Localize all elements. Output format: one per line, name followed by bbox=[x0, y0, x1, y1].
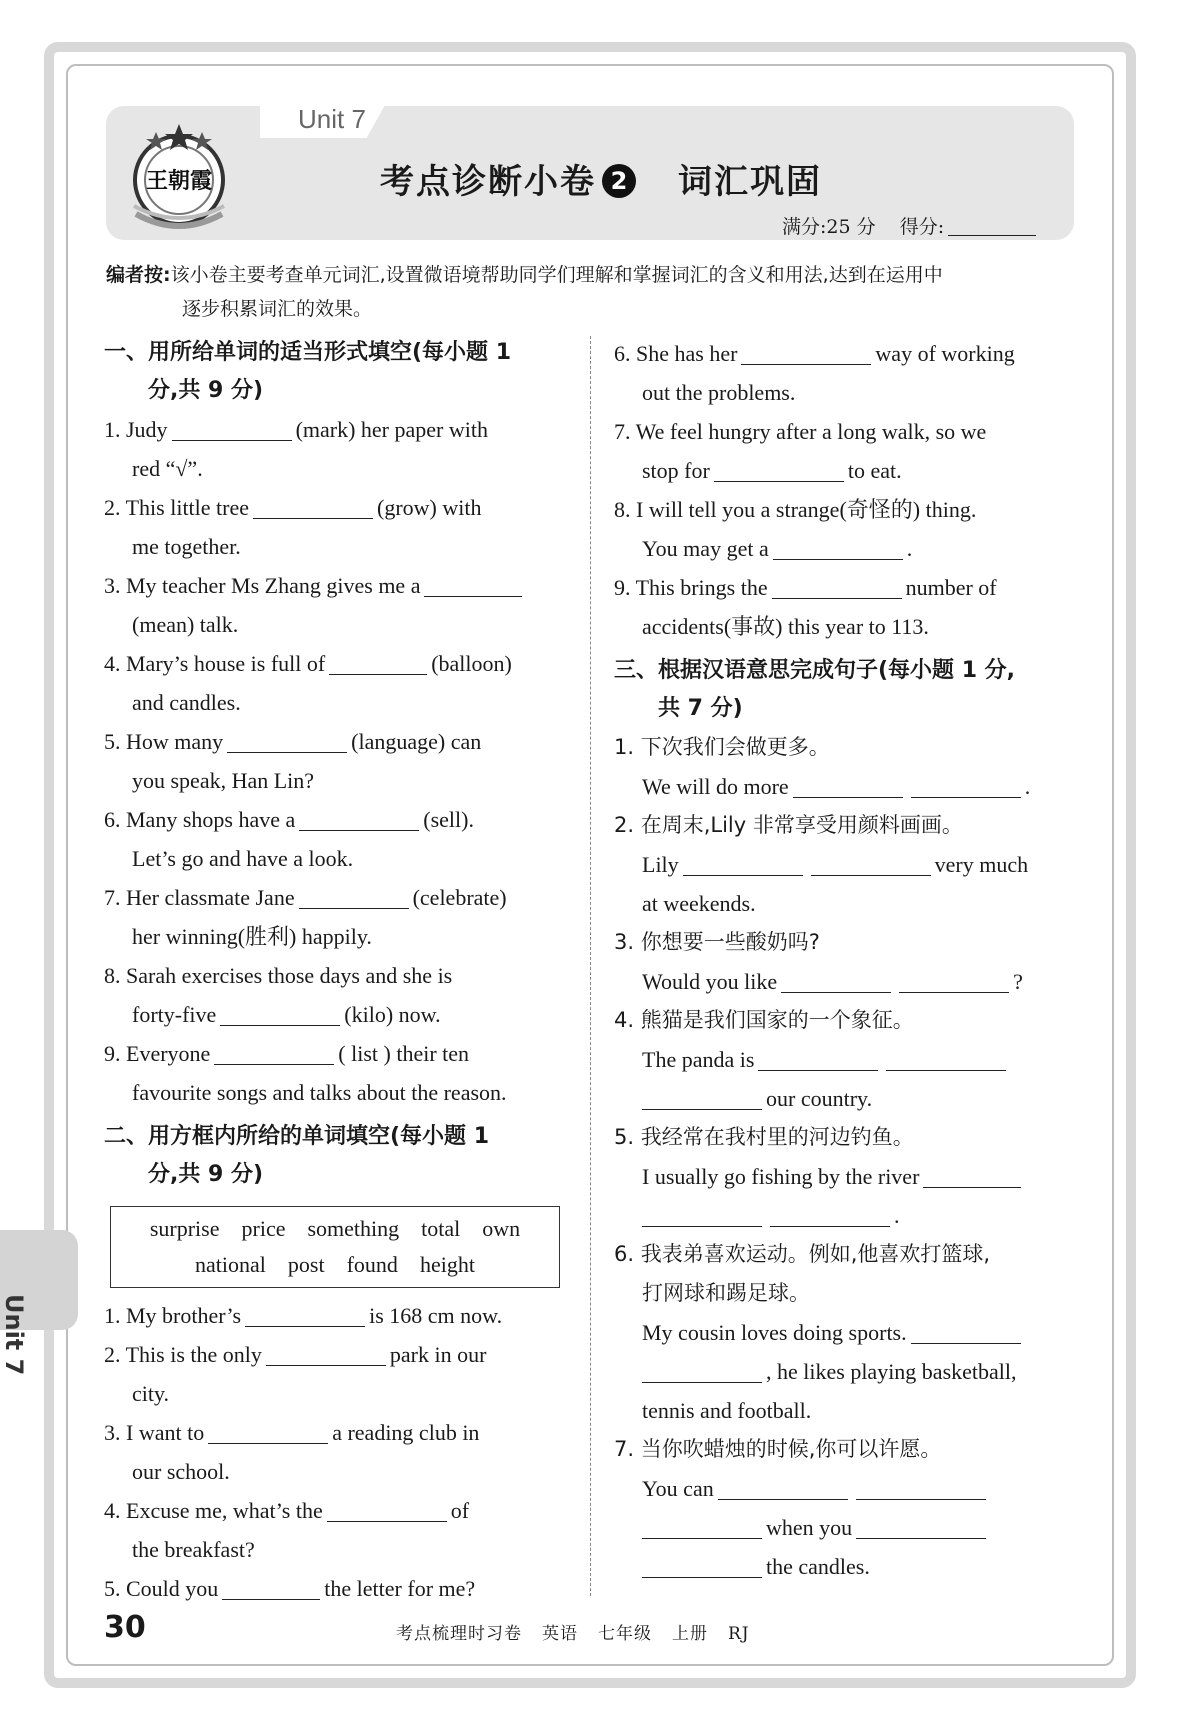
s3-q2-chinese: 2. 在周末,Lily 非常享受用颜料画画。 bbox=[614, 813, 963, 837]
s1-q5-text: 5. How many bbox=[104, 729, 224, 754]
s3-q3-text2: ? bbox=[1013, 969, 1023, 994]
s1-q8-text: 8. Sarah exercises those days and she is bbox=[104, 963, 453, 988]
score-got-label: 得分: bbox=[899, 216, 945, 238]
title-number-badge: 2 bbox=[602, 164, 636, 198]
s2-question-8 bbox=[614, 490, 1076, 568]
s3-q5-chinese: 5. 我经常在我村里的河边钓鱼。 bbox=[614, 1125, 914, 1149]
section1-title-line2: 分,共 9 分) bbox=[148, 378, 264, 403]
s2-q3-text: 3. I want to bbox=[104, 1420, 205, 1445]
score-blank[interactable] bbox=[948, 217, 1036, 236]
s1-q5-blank[interactable] bbox=[227, 732, 347, 753]
word-bank-item: total bbox=[421, 1216, 461, 1241]
s2-q6-text: 6. She has her bbox=[614, 341, 738, 366]
s1-q2-text2: (grow) with bbox=[377, 495, 482, 520]
note-line1: 该小卷主要考查单元词汇,设置微语境帮助同学们理解和掌握词汇的含义和用法,达到在运用中 bbox=[170, 264, 943, 286]
s2-q1-blank[interactable] bbox=[245, 1306, 365, 1327]
s2-q6-text2: way of working bbox=[875, 341, 1015, 366]
s3-question-6 bbox=[614, 1235, 1076, 1430]
title-sub: 词汇巩固 bbox=[678, 162, 822, 202]
s3-q7-text: You can bbox=[642, 1476, 714, 1501]
s2-q9-blank[interactable] bbox=[772, 578, 902, 599]
s2-question-6 bbox=[614, 334, 1076, 412]
s1-q9-text: 9. Everyone bbox=[104, 1041, 211, 1066]
s1-q6-text3: Let’s go and have a look. bbox=[132, 846, 354, 871]
s3-q7-blank3[interactable] bbox=[642, 1518, 762, 1539]
s2-q2-blank[interactable] bbox=[266, 1345, 386, 1366]
s3-q2-text3: at weekends. bbox=[642, 891, 756, 916]
s2-q7-text2: stop for bbox=[642, 458, 710, 483]
s3-q2-blank1[interactable] bbox=[683, 855, 803, 876]
s2-q2-text3: city. bbox=[132, 1381, 170, 1406]
section2-title bbox=[104, 1118, 564, 1194]
footer-grade: 七年级 bbox=[598, 1624, 652, 1644]
s3-question-2 bbox=[614, 806, 1076, 923]
s2-q3-text2: a reading club in bbox=[332, 1420, 480, 1445]
s1-q8-text2: forty-five bbox=[132, 1002, 217, 1027]
s1-q5-text2: (language) can bbox=[351, 729, 482, 754]
s1-q7-text: 7. Her classmate Jane bbox=[104, 885, 295, 910]
s3-q1-chinese: 1. 下次我们会做更多。 bbox=[614, 735, 830, 759]
s2-q1-text: 1. My brother’s bbox=[104, 1303, 242, 1328]
word-bank-item: own bbox=[482, 1216, 521, 1241]
unit-label: Unit 7 bbox=[298, 104, 366, 134]
column-divider bbox=[590, 336, 591, 1596]
s2-q5-text: 5. Could you bbox=[104, 1576, 219, 1601]
section3-title-line1: 三、根据汉语意思完成句子(每小题 1 分, bbox=[614, 658, 1016, 683]
s3-q4-text2: our country. bbox=[766, 1086, 873, 1111]
s3-q5-blank2[interactable] bbox=[642, 1206, 762, 1227]
s2-q7-blank[interactable] bbox=[714, 461, 844, 482]
s2-q3-text3: our school. bbox=[132, 1459, 230, 1484]
s3-q7-blank4[interactable] bbox=[856, 1518, 986, 1539]
s1-q1-text: 1. Judy bbox=[104, 417, 168, 442]
s1-question-4 bbox=[104, 644, 564, 722]
title-main: 考点诊断小卷 bbox=[380, 162, 596, 202]
s3-q5-blank1[interactable] bbox=[923, 1167, 1021, 1188]
s1-q1-blank[interactable] bbox=[172, 420, 292, 441]
word-bank-item: found bbox=[346, 1252, 398, 1277]
publisher-logo bbox=[120, 118, 238, 236]
s1-q4-blank[interactable] bbox=[329, 654, 427, 675]
s2-q8-text: 8. I will tell you a strange(奇怪的) thing. bbox=[614, 497, 977, 522]
s3-question-5 bbox=[614, 1118, 1076, 1235]
footer-book: 考点梳理时习卷 bbox=[396, 1624, 522, 1644]
s3-q6-text3: tennis and football. bbox=[642, 1398, 812, 1423]
s2-question-9 bbox=[614, 568, 1076, 646]
s2-q9-text3: accidents(事故) this year to 113. bbox=[642, 614, 929, 639]
s2-q3-blank[interactable] bbox=[208, 1423, 328, 1444]
s3-q1-blank2[interactable] bbox=[911, 777, 1021, 798]
s3-q6-chinese2: 打网球和踢足球。 bbox=[642, 1281, 810, 1305]
s1-q7-text3: her winning(胜利) happily. bbox=[132, 924, 372, 949]
s3-question-7 bbox=[614, 1430, 1076, 1586]
footer-term: 上册 bbox=[672, 1624, 708, 1644]
s1-q2-text3: me together. bbox=[132, 534, 241, 559]
s3-q7-text3: the candles. bbox=[766, 1554, 870, 1579]
s3-q2-blank2[interactable] bbox=[811, 855, 931, 876]
s2-q7-text3: to eat. bbox=[847, 458, 902, 483]
s3-q3-chinese: 3. 你想要一些酸奶吗? bbox=[614, 930, 820, 954]
s1-question-5 bbox=[104, 722, 564, 800]
s2-q8-blank[interactable] bbox=[773, 539, 903, 560]
s2-q4-text: 4. Excuse me, what’s the bbox=[104, 1498, 323, 1523]
word-bank-row1 bbox=[111, 1211, 559, 1247]
s2-q4-text2: of bbox=[450, 1498, 470, 1523]
s1-q7-text2: (celebrate) bbox=[412, 885, 507, 910]
s2-q9-text: 9. This brings the bbox=[614, 575, 768, 600]
editor-note bbox=[106, 258, 1076, 326]
s3-q4-blank1[interactable] bbox=[758, 1050, 878, 1071]
s1-q9-text2: ( list ) their ten bbox=[338, 1041, 470, 1066]
left-column bbox=[104, 334, 564, 1608]
s2-question-2 bbox=[104, 1335, 564, 1413]
s3-q6-text: My cousin loves doing sports. bbox=[642, 1320, 907, 1345]
page-number: 30 bbox=[104, 1610, 146, 1645]
logo-text: 王朝霞 bbox=[145, 168, 213, 194]
s2-q8-text2: You may get a bbox=[642, 536, 769, 561]
section1-title bbox=[104, 334, 564, 410]
section1-title-line1: 一、用所给单词的适当形式填空(每小题 1 bbox=[104, 340, 512, 365]
word-bank-box bbox=[110, 1206, 560, 1288]
s1-q4-text: 4. Mary’s house is full of bbox=[104, 651, 326, 676]
word-bank-item: height bbox=[419, 1252, 475, 1277]
s2-q6-text3: out the problems. bbox=[642, 380, 796, 405]
footer-edition: RJ bbox=[728, 1624, 750, 1644]
s3-q7-blank5[interactable] bbox=[642, 1557, 762, 1578]
section2-title-line1: 二、用方框内所给的单词填空(每小题 1 bbox=[104, 1124, 490, 1149]
footer-info bbox=[396, 1619, 770, 1644]
s1-q3-blank[interactable] bbox=[424, 576, 522, 597]
section2-title-line2: 分,共 9 分) bbox=[148, 1162, 264, 1187]
s1-q8-blank[interactable] bbox=[220, 1005, 340, 1026]
s1-q6-blank[interactable] bbox=[299, 810, 419, 831]
s3-q2-text2: very much bbox=[934, 852, 1029, 877]
s3-q2-text: Lily bbox=[642, 852, 679, 877]
s3-q3-blank2[interactable] bbox=[899, 972, 1009, 993]
s2-q6-blank[interactable] bbox=[741, 344, 871, 365]
s2-question-1 bbox=[104, 1296, 564, 1335]
s1-question-6 bbox=[104, 800, 564, 878]
footer-subject: 英语 bbox=[542, 1624, 578, 1644]
side-unit-tab-label: Unit 7 bbox=[0, 1294, 28, 1376]
s3-question-4 bbox=[614, 1001, 1076, 1118]
s3-q7-blank2[interactable] bbox=[856, 1479, 986, 1500]
right-column bbox=[614, 334, 1076, 1586]
s2-q2-text: 2. This is the only bbox=[104, 1342, 262, 1367]
note-label: 编者按: bbox=[106, 264, 171, 286]
s1-q6-text2: (sell). bbox=[423, 807, 474, 832]
s2-question-5 bbox=[104, 1569, 564, 1608]
s3-q6-chinese1: 6. 我表弟喜欢运动。例如,他喜欢打篮球, bbox=[614, 1242, 991, 1266]
s1-q5-text3: you speak, Han Lin? bbox=[132, 768, 315, 793]
s3-q7-chinese: 7. 当你吹蜡烛的时候,你可以许愿。 bbox=[614, 1437, 942, 1461]
word-bank-item: price bbox=[241, 1216, 286, 1241]
s3-q3-text: Would you like bbox=[642, 969, 778, 994]
s1-question-3 bbox=[104, 566, 564, 644]
s1-q9-text3: favourite songs and talks about the reason. bbox=[132, 1080, 507, 1105]
s3-q1-text2: . bbox=[1024, 774, 1031, 799]
s2-q7-text: 7. We feel hungry after a long walk, so we bbox=[614, 419, 987, 444]
s1-question-7 bbox=[104, 878, 564, 956]
s3-q4-blank3[interactable] bbox=[642, 1089, 762, 1110]
section3-title bbox=[614, 652, 1076, 728]
s1-q2-text: 2. This little tree bbox=[104, 495, 250, 520]
s3-q5-text: I usually go fishing by the river bbox=[642, 1164, 920, 1189]
s3-q4-blank2[interactable] bbox=[886, 1050, 1006, 1071]
s1-q4-text3: and candles. bbox=[132, 690, 241, 715]
s2-q2-text2: park in our bbox=[389, 1342, 487, 1367]
s3-q5-blank3[interactable] bbox=[770, 1206, 890, 1227]
s3-q1-text: We will do more bbox=[642, 774, 789, 799]
s3-q7-blank1[interactable] bbox=[718, 1479, 848, 1500]
s2-q4-text3: the breakfast? bbox=[132, 1537, 255, 1562]
s1-question-9 bbox=[104, 1034, 564, 1112]
s2-q9-text2: number of bbox=[905, 575, 997, 600]
s1-q4-text2: (balloon) bbox=[431, 651, 512, 676]
s3-q3-blank1[interactable] bbox=[781, 972, 891, 993]
s1-q3-text2: (mean) talk. bbox=[132, 612, 239, 637]
note-line2: 逐步积累词汇的效果。 bbox=[182, 298, 373, 320]
s1-question-8 bbox=[104, 956, 564, 1034]
s2-q5-blank[interactable] bbox=[222, 1579, 320, 1600]
s1-q6-text: 6. Many shops have a bbox=[104, 807, 296, 832]
s1-question-2 bbox=[104, 488, 564, 566]
s1-q8-text3: (kilo) now. bbox=[344, 1002, 441, 1027]
s3-question-1 bbox=[614, 728, 1076, 806]
s2-q5-text2: the letter for me? bbox=[324, 1576, 476, 1601]
word-bank-item: national bbox=[195, 1252, 266, 1277]
s1-q1-text2: (mark) her paper with bbox=[295, 417, 488, 442]
s2-q4-blank[interactable] bbox=[327, 1501, 447, 1522]
s1-q2-blank[interactable] bbox=[253, 498, 373, 519]
word-bank-item: something bbox=[307, 1216, 400, 1241]
s2-q8-text3: . bbox=[906, 536, 913, 561]
s1-question-1 bbox=[104, 410, 564, 488]
s3-q1-blank1[interactable] bbox=[793, 777, 903, 798]
s3-q5-text2: . bbox=[894, 1203, 900, 1228]
s3-q6-text2: , he likes playing basketball, bbox=[766, 1359, 1017, 1384]
section3-title-line2: 共 7 分) bbox=[658, 696, 743, 721]
score-line bbox=[782, 212, 1040, 239]
s1-q1-text3: red “√”. bbox=[132, 456, 203, 481]
s2-q1-text2: is 168 cm now. bbox=[369, 1303, 503, 1328]
s3-q4-text: The panda is bbox=[642, 1047, 755, 1072]
s2-question-3 bbox=[104, 1413, 564, 1491]
word-bank-row2 bbox=[111, 1247, 559, 1283]
score-full: 满分:25 分 bbox=[782, 216, 876, 238]
s3-q4-chinese: 4. 熊猫是我们国家的一个象征。 bbox=[614, 1008, 914, 1032]
page-title bbox=[380, 154, 822, 203]
s3-q6-blank2[interactable] bbox=[642, 1362, 762, 1383]
s2-question-7 bbox=[614, 412, 1076, 490]
s2-question-4 bbox=[104, 1491, 564, 1569]
s1-q7-blank[interactable] bbox=[299, 888, 409, 909]
s1-q3-text: 3. My teacher Ms Zhang gives me a bbox=[104, 573, 421, 598]
word-bank-item: surprise bbox=[149, 1216, 220, 1241]
s3-q6-blank1[interactable] bbox=[911, 1323, 1021, 1344]
s1-q9-blank[interactable] bbox=[214, 1044, 334, 1065]
s3-question-3 bbox=[614, 923, 1076, 1001]
word-bank-item: post bbox=[287, 1252, 325, 1277]
s3-q7-text2: when you bbox=[766, 1515, 853, 1540]
